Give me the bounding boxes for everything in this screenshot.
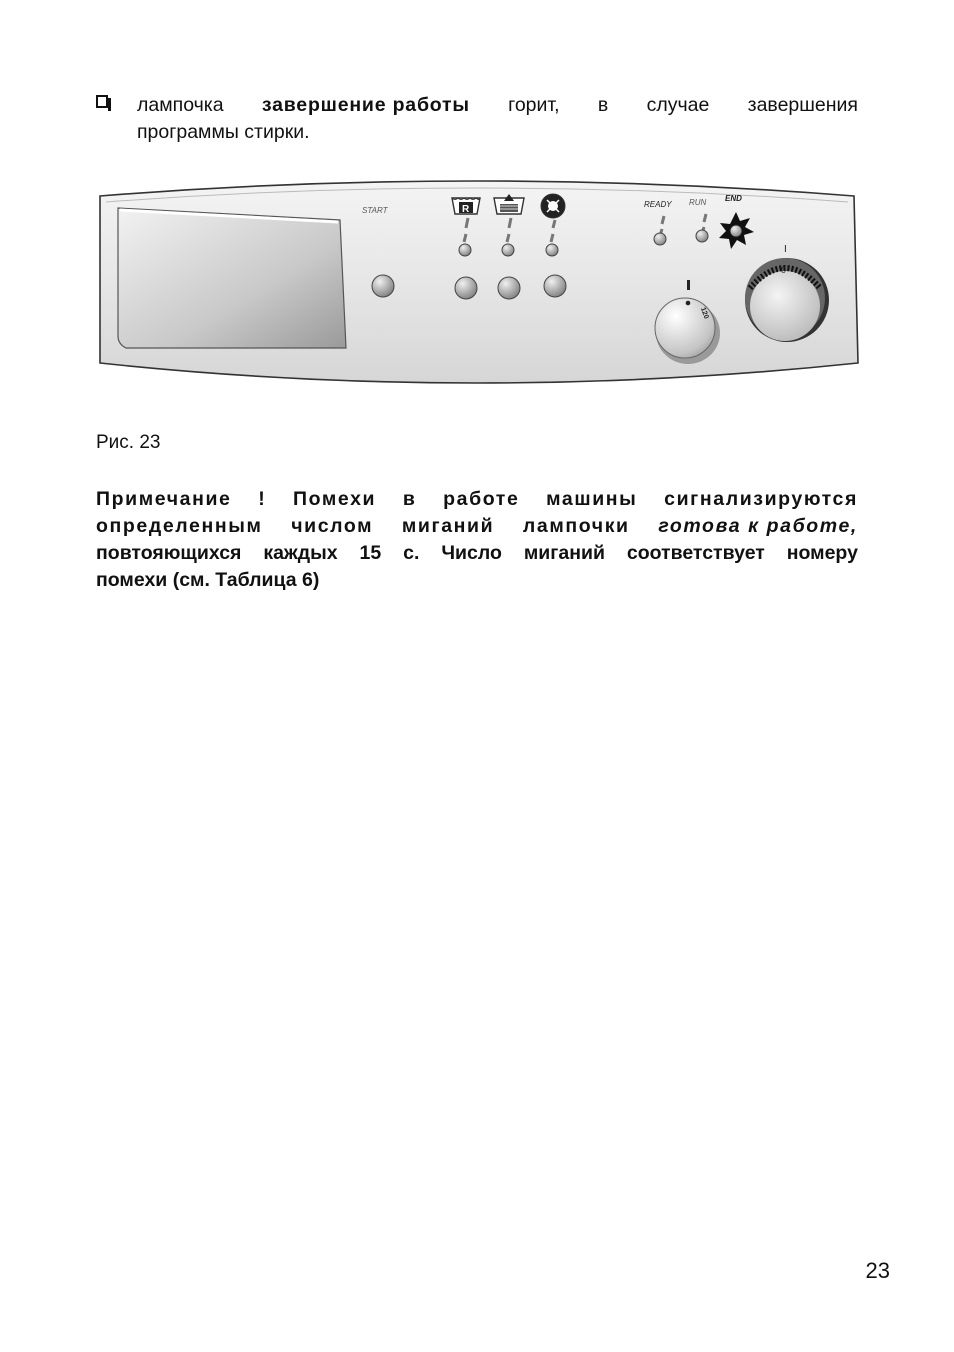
bullet-word: в (597, 94, 609, 116)
knob-small-label: 120 (698, 306, 710, 320)
ready-label: READY (644, 200, 672, 209)
note-line-3 (96, 540, 858, 567)
bullet-word: завершения (747, 94, 858, 116)
start-label: START (362, 206, 388, 215)
note-word: сигнализируются (664, 488, 858, 510)
note-word: миганий (401, 515, 495, 537)
bullet-bold-term: завершение работы (261, 94, 470, 116)
note-word: числом (291, 515, 374, 537)
note-word: каждых (263, 542, 338, 564)
knob-large-label-bottom: 0 (781, 265, 787, 275)
bullet-word: случае (646, 94, 710, 116)
note-word: соответствует (626, 542, 765, 564)
note-word: ! (258, 488, 267, 510)
note-word: миганий (523, 542, 605, 564)
bullet-line-2: программы стирки. (137, 121, 310, 143)
run-label: RUN (689, 198, 707, 207)
rinse-symbol: R (462, 204, 470, 215)
bullet-word: лампочка (137, 94, 224, 116)
control-panel-illustration (96, 168, 860, 398)
note-word: Примечание (96, 488, 232, 510)
note-word: работе (443, 488, 520, 510)
note-line-4: помехи (см. Таблица 6) (96, 569, 320, 591)
bullet-paragraph (96, 92, 858, 146)
rinse-hold-button[interactable] (455, 277, 477, 299)
note-word: машины (546, 488, 638, 510)
bullet-text (137, 92, 858, 146)
figure-caption: Рис. 23 (96, 432, 161, 453)
note-word: определенным (96, 515, 263, 537)
rinse-hold-icon (452, 198, 480, 215)
note-word: повтояющихся (96, 542, 242, 564)
note-line-1 (96, 486, 858, 513)
note-word: в (402, 488, 417, 510)
extra-water-button[interactable] (498, 277, 520, 299)
detergent-drawer (118, 208, 346, 348)
note-paragraph (96, 486, 858, 594)
note-word: с. (403, 542, 420, 564)
note-italic-term: готова к работе, (658, 515, 858, 537)
note-word: 15 (359, 542, 382, 564)
note-word: Помехи (293, 488, 377, 510)
spin-icon (541, 194, 565, 218)
note-word: номеру (786, 542, 858, 564)
end-label: END (725, 194, 742, 203)
checkbox-bullet-icon (96, 95, 108, 108)
start-button[interactable] (372, 275, 394, 297)
note-word: Число (441, 542, 502, 564)
page-number: 23 (865, 1258, 890, 1283)
knob-large-label-top: I (784, 244, 787, 255)
note-line-2 (96, 513, 858, 540)
spin-button[interactable] (544, 275, 566, 297)
note-word: лампочки (522, 515, 630, 537)
bullet-word: горит, (508, 94, 560, 116)
